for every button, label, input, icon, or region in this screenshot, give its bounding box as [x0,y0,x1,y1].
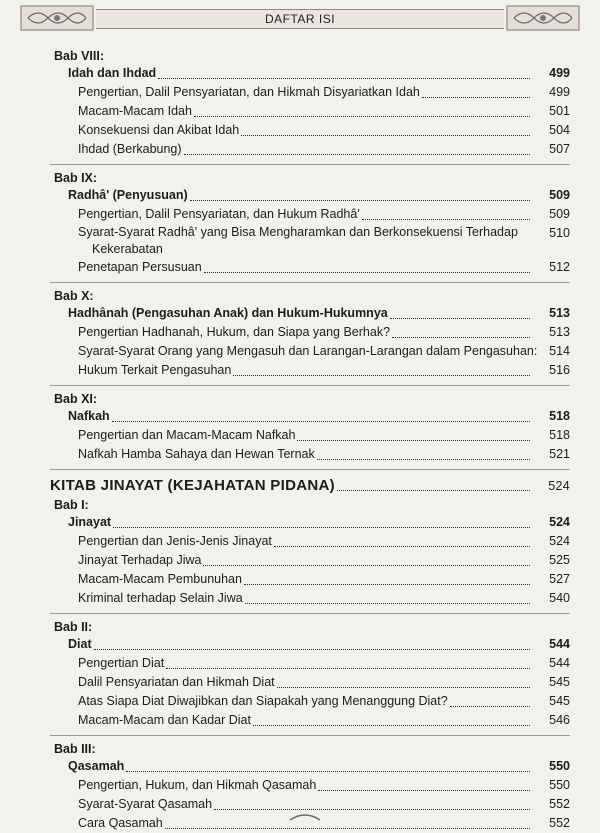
entry-label: Cara Qasamah [78,816,163,830]
page-number: 499 [549,85,570,99]
toc-entry[interactable] [50,361,570,380]
page-number: 544 [549,656,570,670]
dot-leader [297,440,530,441]
page-number: 501 [549,104,570,118]
chapter-title-entry[interactable] [50,407,570,426]
bab-heading: Bab VIII: [54,49,105,63]
entry-label: Diat [68,637,92,651]
dot-leader [158,78,530,79]
toc-entry[interactable] [50,258,570,277]
dot-leader [277,687,530,688]
entry-label: Konsekuensi dan Akibat Idah [78,123,240,137]
dot-leader [317,459,530,460]
entry-label: Nafkah Hamba Sahaya dan Hewan Ternak [78,447,315,461]
page-number: 518 [549,409,570,423]
toc-entry[interactable] [50,224,570,258]
entry-label: Qasamah [68,759,125,773]
dot-leader [337,490,530,491]
dot-leader [245,603,530,604]
page-number: 507 [549,142,570,156]
toc-entry[interactable] [50,140,570,159]
dot-leader [392,337,530,338]
page-number: 540 [549,591,570,605]
dot-leader [113,527,530,528]
page-number: 550 [549,759,570,773]
page-number: 510 [549,226,570,240]
dot-leader [214,809,530,810]
page-number: 552 [549,797,570,811]
toc-section [50,497,570,608]
dot-leader [253,725,530,726]
bab-heading: Bab XI: [54,392,98,406]
section-divider [50,613,570,614]
entry-label: Syarat-Syarat Radhâ' yang Bisa Mengharamkan dan Berkonsekuensi Terhadap [78,225,518,239]
page-number: 545 [549,694,570,708]
entry-label: Syarat-Syarat Orang yang Mengasuh dan Larangan-Larangan dalam Pengasuhan: [78,344,538,358]
page-number: 524 [548,479,570,493]
toc-entry[interactable] [50,205,570,224]
chapter-title-entry[interactable] [50,64,570,83]
dot-leader [165,828,530,829]
toc-section [50,288,570,380]
kitab-title: KITAB JINAYAT (KEJAHATAN PIDANA) [50,477,335,494]
toc-entry[interactable] [50,121,570,140]
toc-section [50,170,570,277]
dot-leader [450,706,530,707]
chapter-title-entry[interactable] [50,513,570,532]
dot-leader [274,546,530,547]
toc-entry[interactable] [50,323,570,342]
page-number: 524 [549,515,570,529]
entry-label: Macam-Macam Idah [78,104,192,118]
bab-heading: Bab III: [54,742,96,756]
entry-label-continued: Kekerabatan [92,242,163,256]
page-title: DAFTAR ISI [264,12,336,26]
entry-label: Hadhânah (Pengasuhan Anak) dan Hukum-Hukumnya [68,306,388,320]
section-divider [50,164,570,165]
toc-entry[interactable] [50,342,570,361]
entry-label: Radhâ' (Penyusuan) [68,188,188,202]
dot-leader [190,200,530,201]
section-divider [50,469,570,470]
toc-entry[interactable] [50,776,570,795]
dot-leader [94,649,530,650]
dot-leader [112,421,530,422]
page-number: 527 [549,572,570,586]
dot-leader [203,565,530,566]
entry-label: Pengertian, Dalil Pensyariatan, dan Hikmah Disyariatkan Idah [78,85,420,99]
dot-leader [244,584,530,585]
chapter-title-entry[interactable] [50,304,570,323]
chapter-title-entry[interactable] [50,757,570,776]
page-number: 545 [549,675,570,689]
page-number: 504 [549,123,570,137]
dot-leader [318,790,530,791]
kitab-heading[interactable] [50,475,570,497]
entry-label: Atas Siapa Diat Diwajibkan dan Siapakah yang Menanggung Diat? [78,694,448,708]
section-divider [50,282,570,283]
bab-heading: Bab II: [54,620,93,634]
page-number: 514 [549,344,570,358]
toc-entry[interactable] [50,83,570,102]
bab-heading: Bab IX: [54,171,98,185]
page-number: 544 [549,637,570,651]
toc-section [50,619,570,730]
dot-leader [362,219,530,220]
toc-entry[interactable] [50,570,570,589]
page-number: 513 [549,306,570,320]
entry-label: Macam-Macam Pembunuhan [78,572,242,586]
entry-label: Pengertian, Dalil Pensyariatan, dan Hukum Radhâ' [78,207,360,221]
page-number: 516 [549,363,570,377]
toc-entry[interactable] [50,589,570,608]
entry-label: Macam-Macam dan Kadar Diat [78,713,251,727]
dot-leader [204,272,530,273]
page-number: 509 [549,188,570,202]
dot-leader [233,375,530,376]
dot-leader [126,771,530,772]
dot-leader [422,97,530,98]
entry-label: Pengertian, Hukum, dan Hikmah Qasamah [78,778,317,792]
toc-entry[interactable] [50,426,570,445]
entry-label: Idah dan Ihdad [68,66,157,80]
entry-label: Syarat-Syarat Qasamah [78,797,213,811]
page-number: 509 [549,207,570,221]
page-number: 513 [549,325,570,339]
toc-section [50,48,570,159]
footer-ornament-icon [288,812,322,822]
chapter-title-entry[interactable] [50,186,570,205]
toc-section [50,391,570,464]
toc-entry[interactable] [50,102,570,121]
entry-label: Pengertian Hadhanah, Hukum, dan Siapa yang Berhak? [78,325,391,339]
dot-leader [184,154,530,155]
page-number: 518 [549,428,570,442]
toc-entry[interactable] [50,711,570,730]
dot-leader [194,116,530,117]
page-number: 546 [549,713,570,727]
toc-entry[interactable] [50,445,570,464]
dot-leader [390,318,530,319]
entry-label: Nafkah [68,409,110,423]
entry-label: Hukum Terkait Pengasuhan [78,363,232,377]
toc-entry[interactable] [50,654,570,673]
entry-label: Pengertian Diat [78,656,165,670]
ornament-right-icon [506,5,580,31]
page-number: 524 [549,534,570,548]
chapter-title-entry[interactable] [50,635,570,654]
page-number: 552 [549,816,570,830]
entry-label: Kriminal terhadap Selain Jiwa [78,591,243,605]
bab-heading: Bab I: [54,498,89,512]
entry-label: Pengertian dan Macam-Macam Nafkah [78,428,296,442]
entry-label: Ihdad (Berkabung) [78,142,182,156]
page-number: 525 [549,553,570,567]
dot-leader [241,135,530,136]
page-number: 521 [549,447,570,461]
section-divider [50,735,570,736]
entry-label: Jinayat Terhadap Jiwa [78,553,202,567]
toc-entry[interactable] [50,692,570,711]
entry-label: Penetapan Persusuan [78,260,202,274]
page-number: 512 [549,260,570,274]
dot-leader [166,668,530,669]
entry-label: Jinayat [68,515,112,529]
toc-entry[interactable] [50,551,570,570]
bab-heading: Bab X: [54,289,94,303]
table-of-contents [50,48,570,833]
entry-label: Pengertian dan Jenis-Jenis Jinayat [78,534,272,548]
page-number: 499 [549,66,570,80]
entry-label: Dalil Pensyariatan dan Hikmah Diat [78,675,275,689]
toc-entry[interactable] [50,673,570,692]
page-number: 550 [549,778,570,792]
section-divider [50,385,570,386]
page-header [10,4,590,34]
toc-entry[interactable] [50,532,570,551]
